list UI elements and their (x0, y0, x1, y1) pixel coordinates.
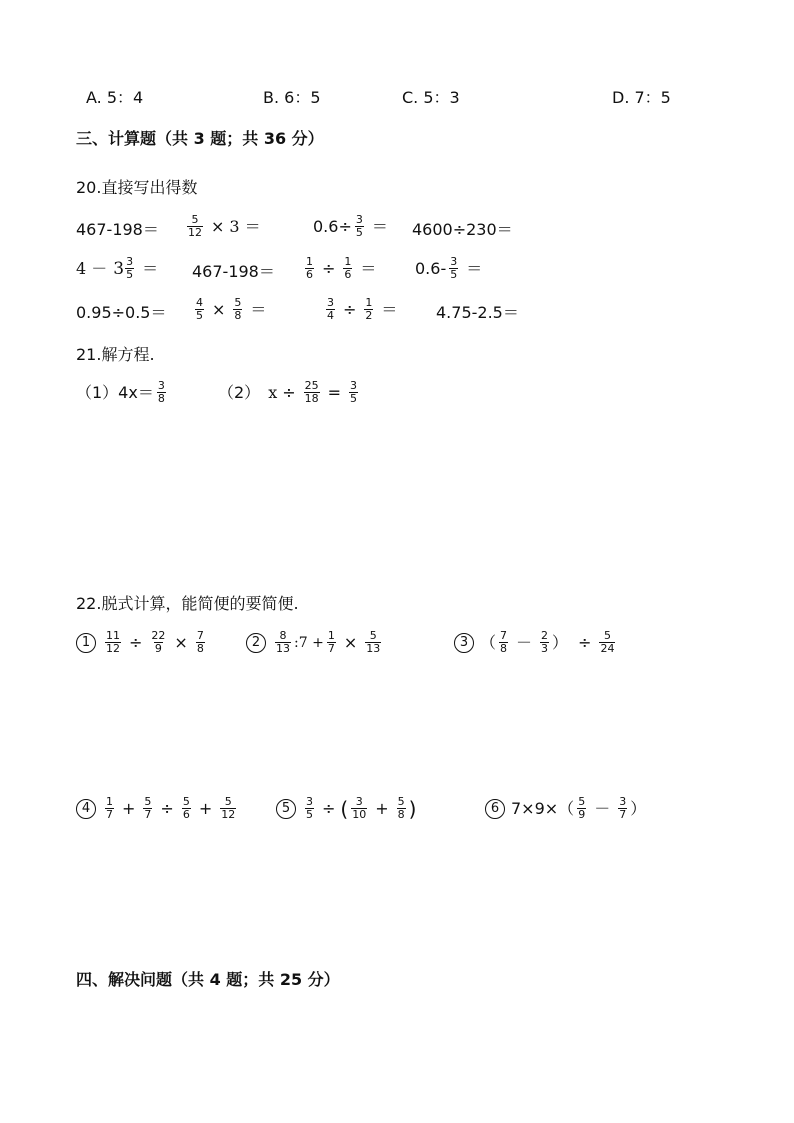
fraction: $\frac{2}{3}$ (541, 629, 549, 655)
fraction: $\frac{3}{5}$ (350, 379, 358, 405)
fraction: $\frac{7}{8}$ (196, 629, 204, 655)
q22-part-1: 1 $\frac{11}{12}$ ÷ $\frac{22}{9}$ × $\frac{7}{8}$ (76, 630, 208, 655)
fraction: $\frac{3}{7}$ (619, 795, 627, 821)
q20-r2-e4: 0.6- $\frac{3}{5}$ ＝ (415, 255, 483, 281)
q20-r2-e1: 4 － 3 $\frac{3}{5}$ ＝ (76, 255, 159, 281)
q22-part-3: 3 （ $\frac{7}{8}$ － $\frac{2}{3}$ ） ÷ $\frac{5}{24}$ (454, 630, 618, 655)
fraction: $\frac{5}{13}$ (366, 629, 381, 655)
fraction: $\frac{3}{5}$ (355, 213, 363, 239)
option-c: C. 5：3 (402, 88, 460, 107)
q22-title: 22.脱式计算，能简便的要简便. (76, 594, 299, 613)
mixed-number: 3 $\frac{3}{5}$ (113, 255, 134, 281)
fraction: $\frac{4}{5}$ (196, 296, 203, 322)
option-a: A. 5：4 (86, 88, 144, 107)
q20-r2-e3: $\frac{1}{6}$ ÷ $\frac{1}{6}$ ＝ (306, 255, 377, 281)
fraction: $\frac{1}{7}$ (106, 795, 113, 821)
q22-part-6: 6 7×9×（ $\frac{5}{9}$ － $\frac{3}{7}$ ） (485, 796, 646, 821)
fraction: $\frac{1}{6}$ (344, 255, 352, 281)
fraction: $\frac{5}{9}$ (578, 795, 586, 821)
fraction: $\frac{5}{24}$ (600, 629, 615, 655)
q20-r3-e3: $\frac{3}{4}$ ÷ $\frac{1}{2}$ ＝ (327, 296, 398, 322)
q20-r2-e2: 467-198＝ (192, 262, 275, 281)
fraction: $\frac{5}{8}$ (397, 795, 405, 821)
fraction: $\frac{5}{7}$ (144, 795, 152, 821)
q22-part-4: 4 $\frac{1}{7}$ + $\frac{5}{7}$ ÷ $\frac{5}{6}$ + $\frac{5}{12}$ (76, 796, 239, 821)
fraction: $\frac{11}{12}$ (106, 629, 120, 655)
circled-number: 4 (76, 799, 96, 819)
fraction: $\frac{3}{8}$ (157, 379, 165, 405)
fraction: $\frac{7}{8}$ (500, 629, 508, 655)
circled-number: 2 (246, 633, 266, 653)
q20-r3-e1: 0.95÷0.5＝ (76, 303, 167, 322)
option-b: B. 6：5 (263, 88, 321, 107)
q20-r3-e4: 4.75-2.5＝ (436, 303, 519, 322)
q20-r1-e4: 4600÷230＝ (412, 220, 513, 239)
fraction: $\frac{8}{13}$ (276, 629, 290, 655)
fraction: $\frac{5}{6}$ (182, 795, 190, 821)
q20-r3-e2: $\frac{4}{5}$ × $\frac{5}{8}$ ＝ (196, 296, 267, 322)
fraction: $\frac{1}{6}$ (306, 255, 313, 281)
q21-part-1: （1）4x＝ $\frac{3}{8}$ (76, 379, 165, 405)
option-d: D. 7：5 (612, 88, 671, 107)
fraction: $\frac{1}{7}$ (327, 629, 335, 655)
circled-number: 3 (454, 633, 474, 653)
q22-part-5: 5 $\frac{3}{5}$ ÷ ( $\frac{3}{10}$ + $\frac{5}{8}$ ) (276, 796, 416, 821)
fraction: $\frac{5}{12}$ (221, 795, 236, 821)
q21-part-2: （2） x ÷ $\frac{25}{18}$ = $\frac{3}{5}$ (218, 379, 358, 405)
fraction: $\frac{5}{12}$ (188, 213, 202, 239)
q20-r1-e2: $\frac{5}{12}$ × 3 ＝ (188, 213, 261, 239)
fraction: $\frac{25}{18}$ (304, 379, 319, 405)
fraction: $\frac{3}{5}$ (450, 255, 458, 281)
section-4-title: 四、解决问题（共 4 题；共 25 分） (76, 970, 340, 989)
fraction: $\frac{22}{9}$ (151, 629, 166, 655)
q21-title: 21.解方程. (76, 345, 155, 364)
fraction: $\frac{5}{8}$ (234, 296, 242, 322)
circled-number: 6 (485, 799, 505, 819)
fraction: $\frac{3}{10}$ (352, 795, 367, 821)
section-3-title: 三、计算题（共 3 题；共 36 分） (76, 129, 324, 148)
q20-r1-e3: 0.6÷ $\frac{3}{5}$ ＝ (313, 213, 388, 239)
fraction: $\frac{1}{2}$ (365, 296, 373, 322)
fraction: $\frac{3}{5}$ (306, 795, 313, 821)
q20-title: 20.直接写出得数 (76, 178, 198, 197)
circled-number: 5 (276, 799, 296, 819)
q22-part-2: 2 $\frac{8}{13}$ :7 + $\frac{1}{7}$ × $\frac{5}{13}$ (246, 630, 384, 655)
fraction: $\frac{3}{4}$ (327, 296, 334, 322)
circled-number: 1 (76, 633, 96, 653)
q20-r1-e1: 467-198＝ (76, 220, 159, 239)
